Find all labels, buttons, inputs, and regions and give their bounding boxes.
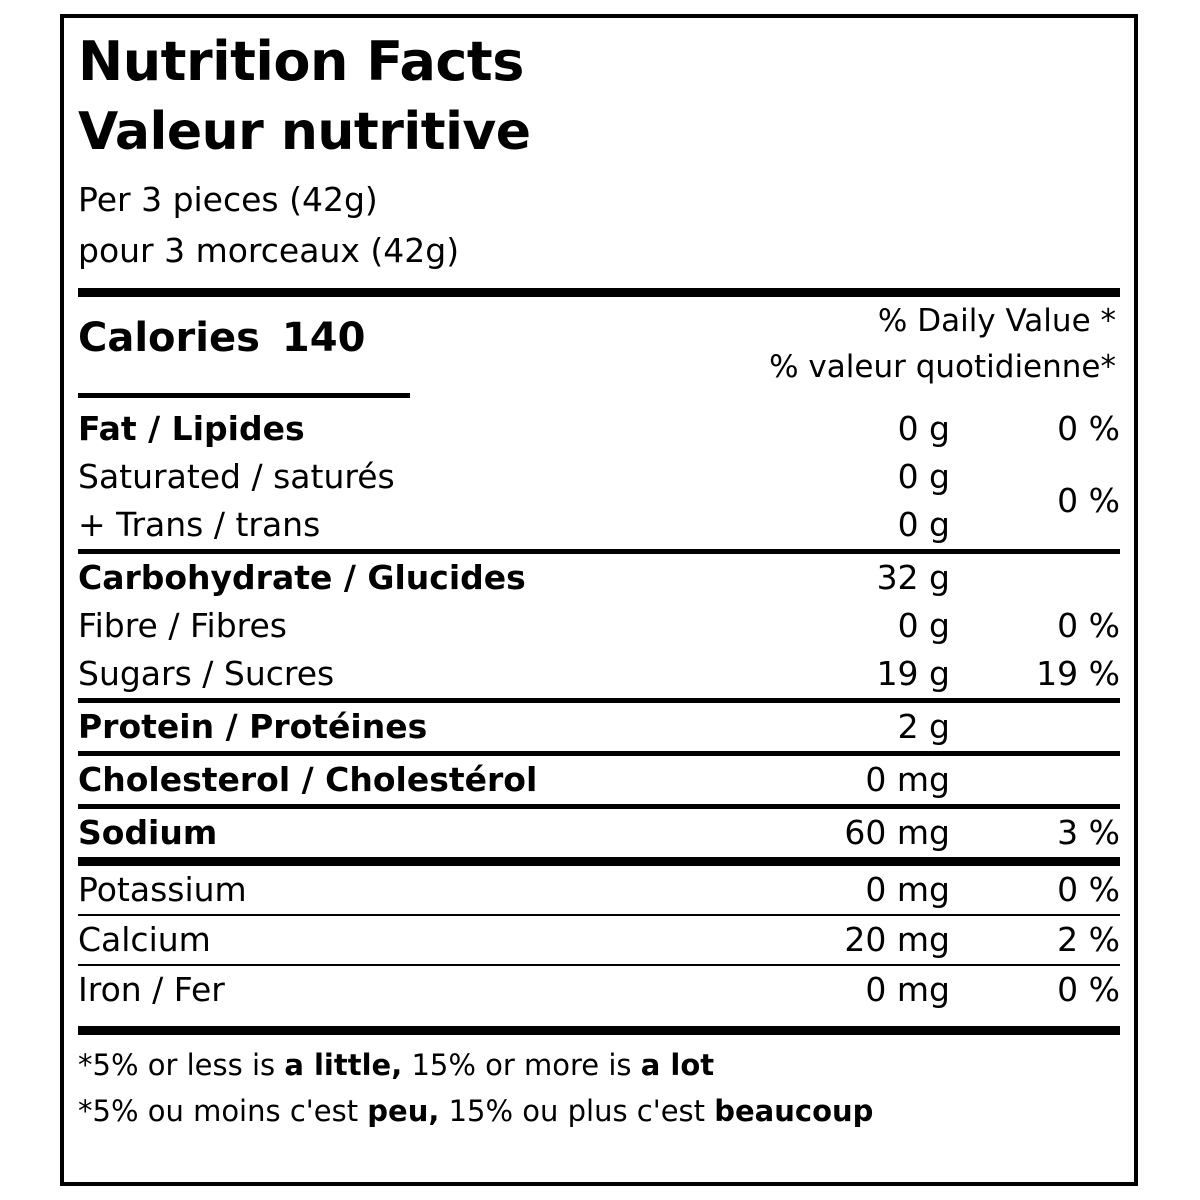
calories-block xyxy=(78,297,1120,405)
footnote-french xyxy=(78,1089,1120,1134)
nutrient-name: Sodium xyxy=(78,807,660,862)
nutrient-amount: 0 g xyxy=(897,505,950,545)
nutrient-name: Carbohydrate / Glucides xyxy=(78,552,660,603)
nutrient-table xyxy=(78,405,1120,1014)
serving-size-block xyxy=(78,175,1120,276)
nutrient-dv: 3 % xyxy=(950,807,1120,862)
daily-value-header-english: % Daily Value * xyxy=(877,303,1116,340)
footnote-french-part2: 15% ou plus c'est xyxy=(439,1093,715,1128)
table-row-fat xyxy=(78,405,1120,453)
nutrient-amount: 0 mg xyxy=(660,965,950,1014)
daily-value-header-french: % valeur quotidienne* xyxy=(769,349,1116,386)
nutrient-name: Sugars / Sucres xyxy=(78,654,335,694)
calories-underline xyxy=(78,393,410,398)
divider-thick-bottom xyxy=(78,1026,1120,1035)
table-row-iron xyxy=(78,965,1120,1014)
calories-row xyxy=(78,315,365,361)
nutrient-name: Fat / Lipides xyxy=(78,409,305,449)
footnotes xyxy=(78,1035,1120,1133)
nutrient-name: Iron / Fer xyxy=(78,965,660,1014)
nutrient-amount: 2 g xyxy=(660,701,950,754)
nutrient-name: Saturated / saturés xyxy=(78,457,395,497)
table-row-carbohydrate xyxy=(78,552,1120,603)
calories-value: 140 xyxy=(281,315,366,362)
nutrient-name: Potassium xyxy=(78,862,660,916)
footnote-english-part1: *5% or less is xyxy=(78,1048,285,1083)
serving-size-french: pour 3 morceaux (42g) xyxy=(78,230,460,270)
nutrient-dv: 2 % xyxy=(950,915,1120,965)
footnote-french-bold2: beaucoup xyxy=(714,1093,874,1128)
footnote-english-bold1: a little, xyxy=(284,1048,403,1083)
nutrition-facts-panel xyxy=(60,14,1138,1186)
nutrient-amount: 0 g xyxy=(897,409,950,449)
title-english: Nutrition Facts xyxy=(78,30,524,93)
table-row-sugars xyxy=(78,650,1120,701)
title-french: Valeur nutritive xyxy=(78,101,531,162)
nutrient-name: + Trans / trans xyxy=(78,505,321,545)
footnote-english xyxy=(78,1043,1120,1088)
footnote-french-bold1: peu, xyxy=(367,1093,440,1128)
nutrient-amount: 0 mg xyxy=(660,754,950,807)
footnote-french-part1: *5% ou moins c'est xyxy=(78,1093,368,1128)
nutrient-dv: 0 % xyxy=(950,862,1120,916)
nutrient-dv: 0 % xyxy=(1057,481,1120,521)
table-row-calcium xyxy=(78,915,1120,965)
table-row-fibre xyxy=(78,602,1120,650)
nutrient-name: Cholesterol / Cholestérol xyxy=(78,754,660,807)
divider-thick-top xyxy=(78,288,1120,297)
nutrient-amount: 20 mg xyxy=(660,915,950,965)
nutrient-dv: 19 % xyxy=(1036,654,1120,694)
nutrient-amount: 19 g xyxy=(876,654,950,694)
footnote-english-bold2: a lot xyxy=(640,1048,715,1083)
nutrient-dv xyxy=(950,701,1120,754)
nutrient-amount: 0 g xyxy=(897,606,950,646)
table-row-sodium xyxy=(78,807,1120,862)
nutrient-amount: 0 g xyxy=(897,457,950,497)
serving-size-english: Per 3 pieces (42g) xyxy=(78,180,378,220)
nutrient-dv xyxy=(950,754,1120,807)
nutrient-amount: 0 mg xyxy=(660,862,950,916)
nutrient-name: Calcium xyxy=(78,915,660,965)
calories-label: Calories xyxy=(78,315,260,362)
footnote-english-part2: 15% or more is xyxy=(402,1048,641,1083)
nutrient-dv: 0 % xyxy=(1057,606,1120,646)
nutrient-name: Protein / Protéines xyxy=(78,701,660,754)
nutrient-amount: 32 g xyxy=(660,552,950,603)
table-row-cholesterol xyxy=(78,754,1120,807)
nutrient-dv: 0 % xyxy=(950,965,1120,1014)
nutrient-name: Fibre / Fibres xyxy=(78,606,287,646)
table-row-potassium xyxy=(78,862,1120,916)
nutrient-dv xyxy=(950,552,1120,603)
table-row-saturated xyxy=(78,453,1120,501)
table-row-protein xyxy=(78,701,1120,754)
nutrient-dv: 0 % xyxy=(1057,409,1120,449)
nutrient-amount: 60 mg xyxy=(660,807,950,862)
